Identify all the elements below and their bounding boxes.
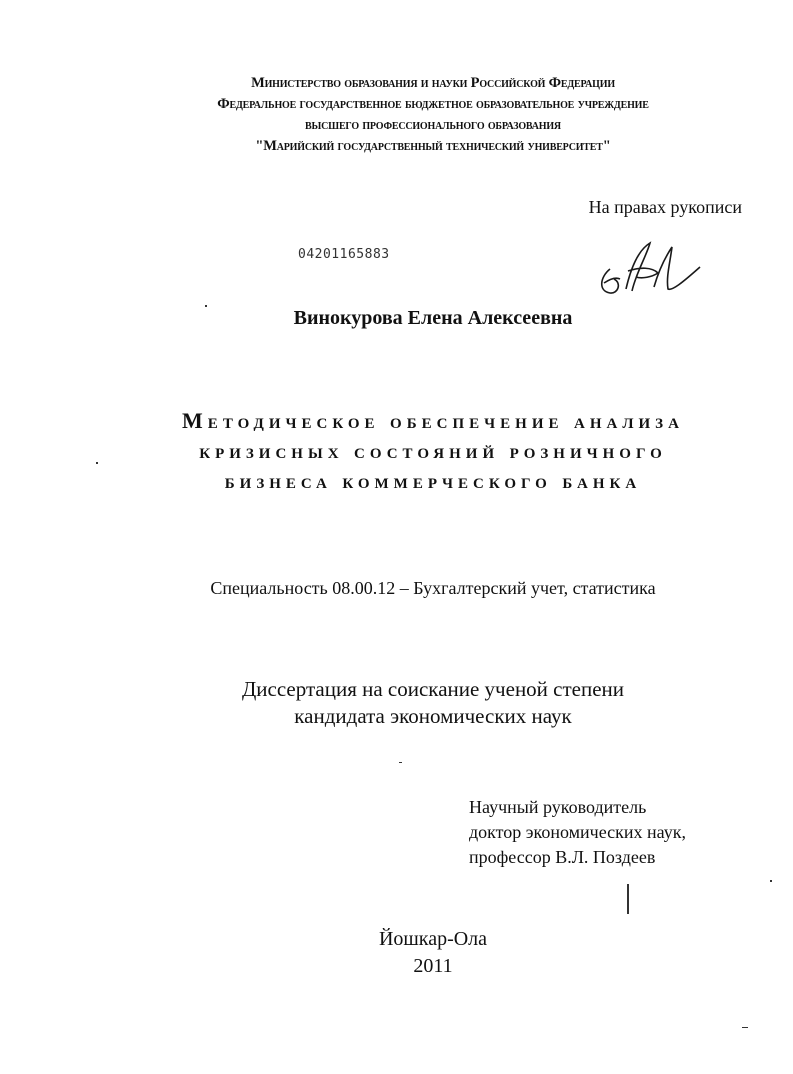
header-line: Федеральное государственное бюджетное образовательное учреждение	[217, 96, 649, 112]
place-and-year	[300, 926, 566, 980]
scan-mark	[627, 884, 629, 914]
header-line: Министерство образования и науки Российской Федерации	[251, 75, 615, 91]
scan-speck	[96, 462, 98, 464]
supervisor-block	[469, 795, 759, 870]
inventory-number: 04201165883	[298, 247, 390, 262]
title-line: кризисных состояний розничного	[199, 438, 667, 463]
scan-speck	[205, 305, 207, 307]
city: Йошкар-Ола	[378, 928, 488, 950]
supervisor-line: профессор В.Л. Поздеев	[469, 847, 656, 867]
author-signature	[596, 233, 706, 303]
supervisor-line: доктор экономических наук,	[469, 822, 686, 842]
scan-speck	[770, 880, 772, 882]
scan-speck	[742, 1027, 748, 1028]
specialty: Специальность 08.00.12 – Бухгалтерский учет, статистика	[210, 578, 656, 598]
title-line: бизнеса коммерческого банка	[224, 468, 642, 493]
supervisor-line: Научный руководитель	[469, 797, 647, 817]
scan-speck	[399, 762, 402, 763]
degree-line: кандидата экономических наук	[294, 704, 572, 728]
institution-header	[100, 73, 766, 157]
title-line: Методическое обеспечение анализа	[182, 408, 684, 433]
header-line: высшего профессионального образования	[305, 117, 561, 133]
author-name: Винокурова Елена Алексеевна	[293, 307, 573, 329]
header-line: "Марийский государственный технический университет"	[255, 138, 611, 154]
degree-statement	[180, 676, 686, 730]
year: 2011	[413, 955, 453, 977]
degree-line: Диссертация на соискание ученой степени	[241, 677, 625, 701]
dissertation-title	[100, 406, 766, 496]
manuscript-note: На правах рукописи	[588, 197, 742, 217]
